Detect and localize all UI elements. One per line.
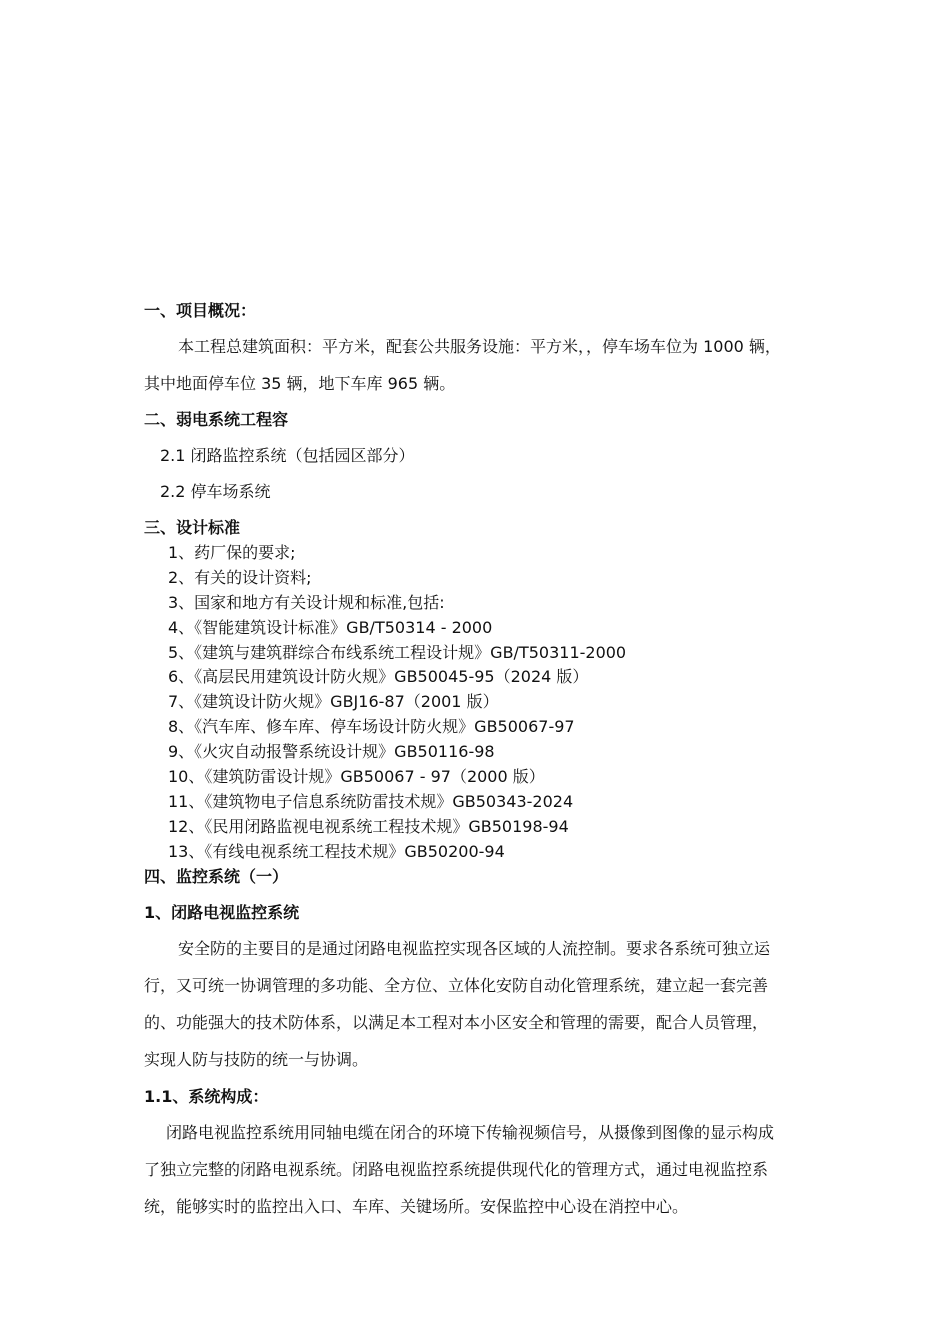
paragraph-line: 闭路电视监控系统用同轴电缆在闭合的环境下传输视频信号，从摄像到图像的显示构成 [166,1123,775,1142]
section-2-title: 二、弱电系统工程容 [144,410,289,429]
list-item: 13、《有线电视系统工程技术规》GB50200-94 [168,842,505,861]
paragraph-line: 了独立完整的闭路电视系统。闭路电视监控系统提供现代化的管理方式，通过电视监控系 [144,1160,769,1179]
list-item: 7、《建筑设计防火规》GBJ16-87（2001 版） [168,692,499,711]
list-item: 2.1 闭路监控系统（包括园区部分） [160,446,415,465]
paragraph-line: 统，能够实时的监控出入口、车库、关键场所。安保监控中心设在消控中心。 [144,1197,689,1216]
list-item: 6、《高层民用建筑设计防火规》GB50045-95（2024 版） [168,667,589,686]
list-item: 9、《火灾自动报警系统设计规》GB50116-98 [168,742,495,761]
list-item: 10、《建筑防雷设计规》GB50067 - 97（2000 版） [168,767,545,786]
paragraph-line: 安全防的主要目的是通过闭路电视监控实现各区域的人流控制。要求各系统可独立运 [178,939,771,958]
list-item: 3、国家和地方有关设计规和标准,包括: [168,593,445,612]
list-item: 4、《智能建筑设计标准》GB/T50314 - 2000 [168,618,493,637]
paragraph-line: 实现人防与技防的统一与协调。 [144,1050,369,1069]
list-item: 1、药厂保的要求; [168,543,296,562]
section-3-title: 三、设计标准 [144,518,241,537]
paragraph-line: 其中地面停车位 35 辆，地下车库 965 辆。 [144,374,456,393]
subsection-title: 1、闭路电视监控系统 [144,903,300,922]
list-item: 2、有关的设计资料; [168,568,312,587]
paragraph-line: 本工程总建筑面积：平方米，配套公共服务设施：平方米，，停车场车位为 1000 辆， [178,337,781,356]
list-item: 11、《建筑物电子信息系统防雷技术规》GB50343-2024 [168,792,574,811]
section-4-title: 四、监控系统（一） [144,867,289,886]
section-1-title: 一、项目概况： [144,301,257,320]
paragraph-line: 行，又可统一协调管理的多功能、全方位、立体化安防自动化管理系统，建立起一套完善 [144,976,769,995]
subsection-title: 1.1、系统构成： [144,1087,269,1106]
list-item: 5、《建筑与建筑群综合布线系统工程设计规》GB/T50311-2000 [168,643,627,662]
list-item: 2.2 停车场系统 [160,482,271,501]
list-item: 8、《汽车库、修车库、停车场设计防火规》GB50067-97 [168,717,575,736]
list-item: 12、《民用闭路监视电视系统工程技术规》GB50198-94 [168,817,569,836]
paragraph-line: 的、功能强大的技术防体系，以满足本工程对本小区安全和管理的需要，配合人员管理， [144,1013,769,1032]
